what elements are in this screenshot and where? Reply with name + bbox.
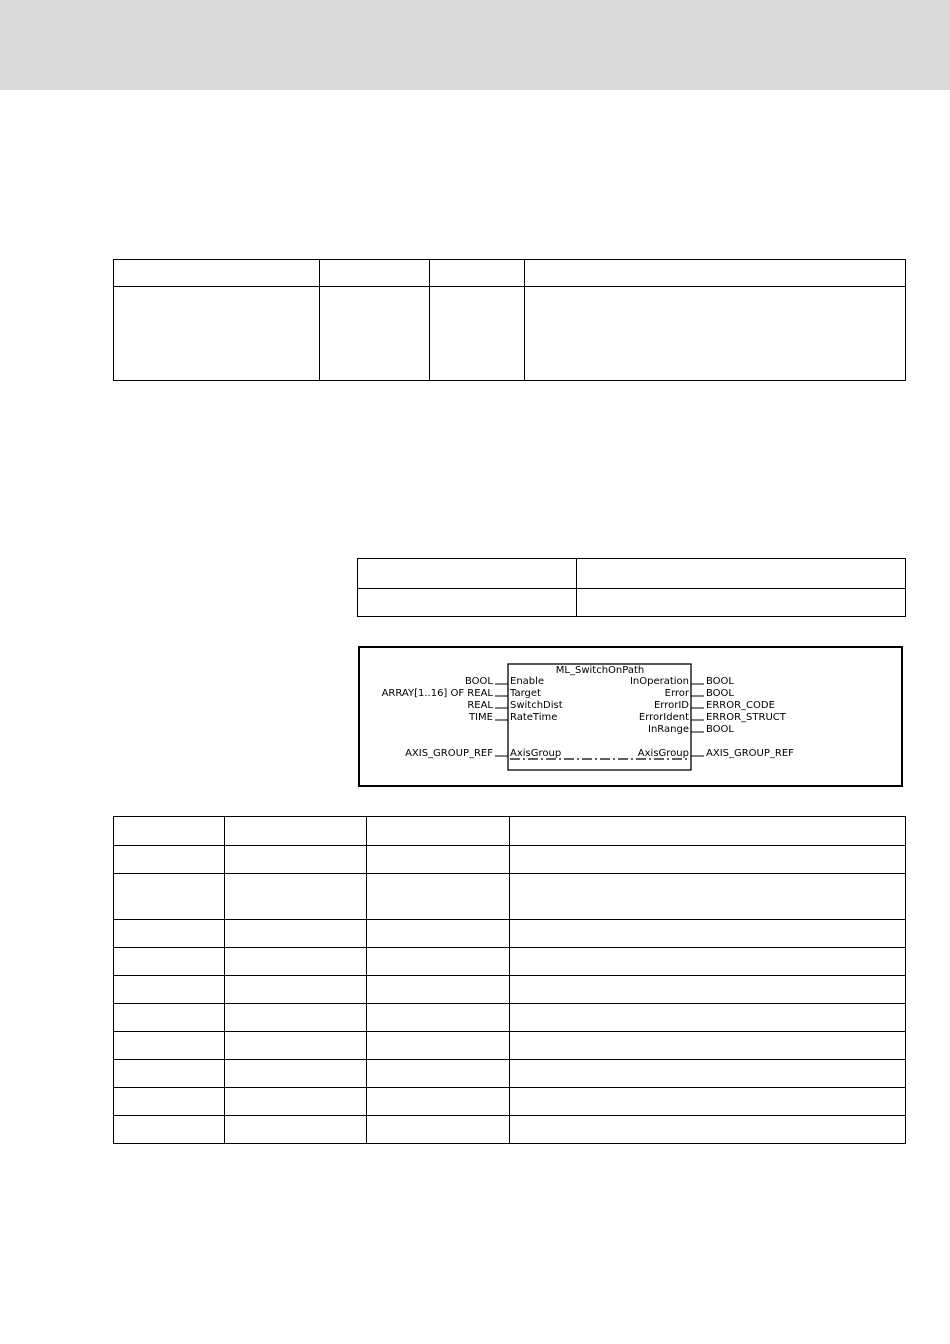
page-header-band: [0, 0, 950, 90]
table-row: [358, 559, 906, 589]
table-row: [114, 846, 906, 874]
inout-type-out: AXIS_GROUP_REF: [706, 748, 794, 759]
table-row: [114, 1060, 906, 1088]
table-row: [114, 1004, 906, 1032]
table-1: [113, 259, 906, 381]
function-block-diagram: [358, 646, 903, 787]
output-type-error: BOOL: [706, 688, 734, 699]
table-row: [114, 287, 906, 381]
output-type-errorid: ERROR_CODE: [706, 700, 775, 711]
function-block-svg: [360, 648, 901, 785]
input-pin-switchdist: SwitchDist: [510, 700, 563, 711]
input-pin-target: Target: [510, 688, 541, 699]
input-type-switchdist: REAL: [467, 700, 493, 711]
table-2: [357, 558, 906, 617]
output-pin-inrange: InRange: [648, 724, 689, 735]
input-pin-enable: Enable: [510, 676, 545, 687]
table-row: [114, 817, 906, 846]
table-row: [114, 874, 906, 920]
table-row: [114, 976, 906, 1004]
table-row: [114, 948, 906, 976]
inout-type-in: AXIS_GROUP_REF: [405, 748, 493, 759]
output-pin-errorident: ErrorIdent: [638, 712, 689, 723]
output-pin-errorid: ErrorID: [653, 700, 689, 711]
input-type-target: ARRAY[1..16] OF REAL: [381, 688, 493, 699]
table-row: [114, 1088, 906, 1116]
output-type-errorident: ERROR_STRUCT: [706, 712, 786, 723]
table-row: [114, 920, 906, 948]
table-row: [358, 589, 906, 617]
input-type-enable: BOOL: [465, 676, 493, 687]
input-pin-ratetime: RateTime: [510, 712, 558, 723]
inout-pin-out: AxisGroup: [637, 748, 689, 759]
output-pin-error: Error: [664, 688, 689, 699]
output-type-inoperation: BOOL: [706, 676, 734, 687]
function-block-name: ML_SwitchOnPath: [555, 665, 645, 676]
table-3: [113, 816, 906, 1144]
table-row: [114, 1116, 906, 1144]
output-type-inrange: BOOL: [706, 724, 734, 735]
table-row: [114, 1032, 906, 1060]
input-type-ratetime: TIME: [468, 712, 493, 723]
table-row: [114, 260, 906, 287]
output-pin-inoperation: InOperation: [629, 676, 689, 687]
inout-pin-in: AxisGroup: [510, 748, 562, 759]
